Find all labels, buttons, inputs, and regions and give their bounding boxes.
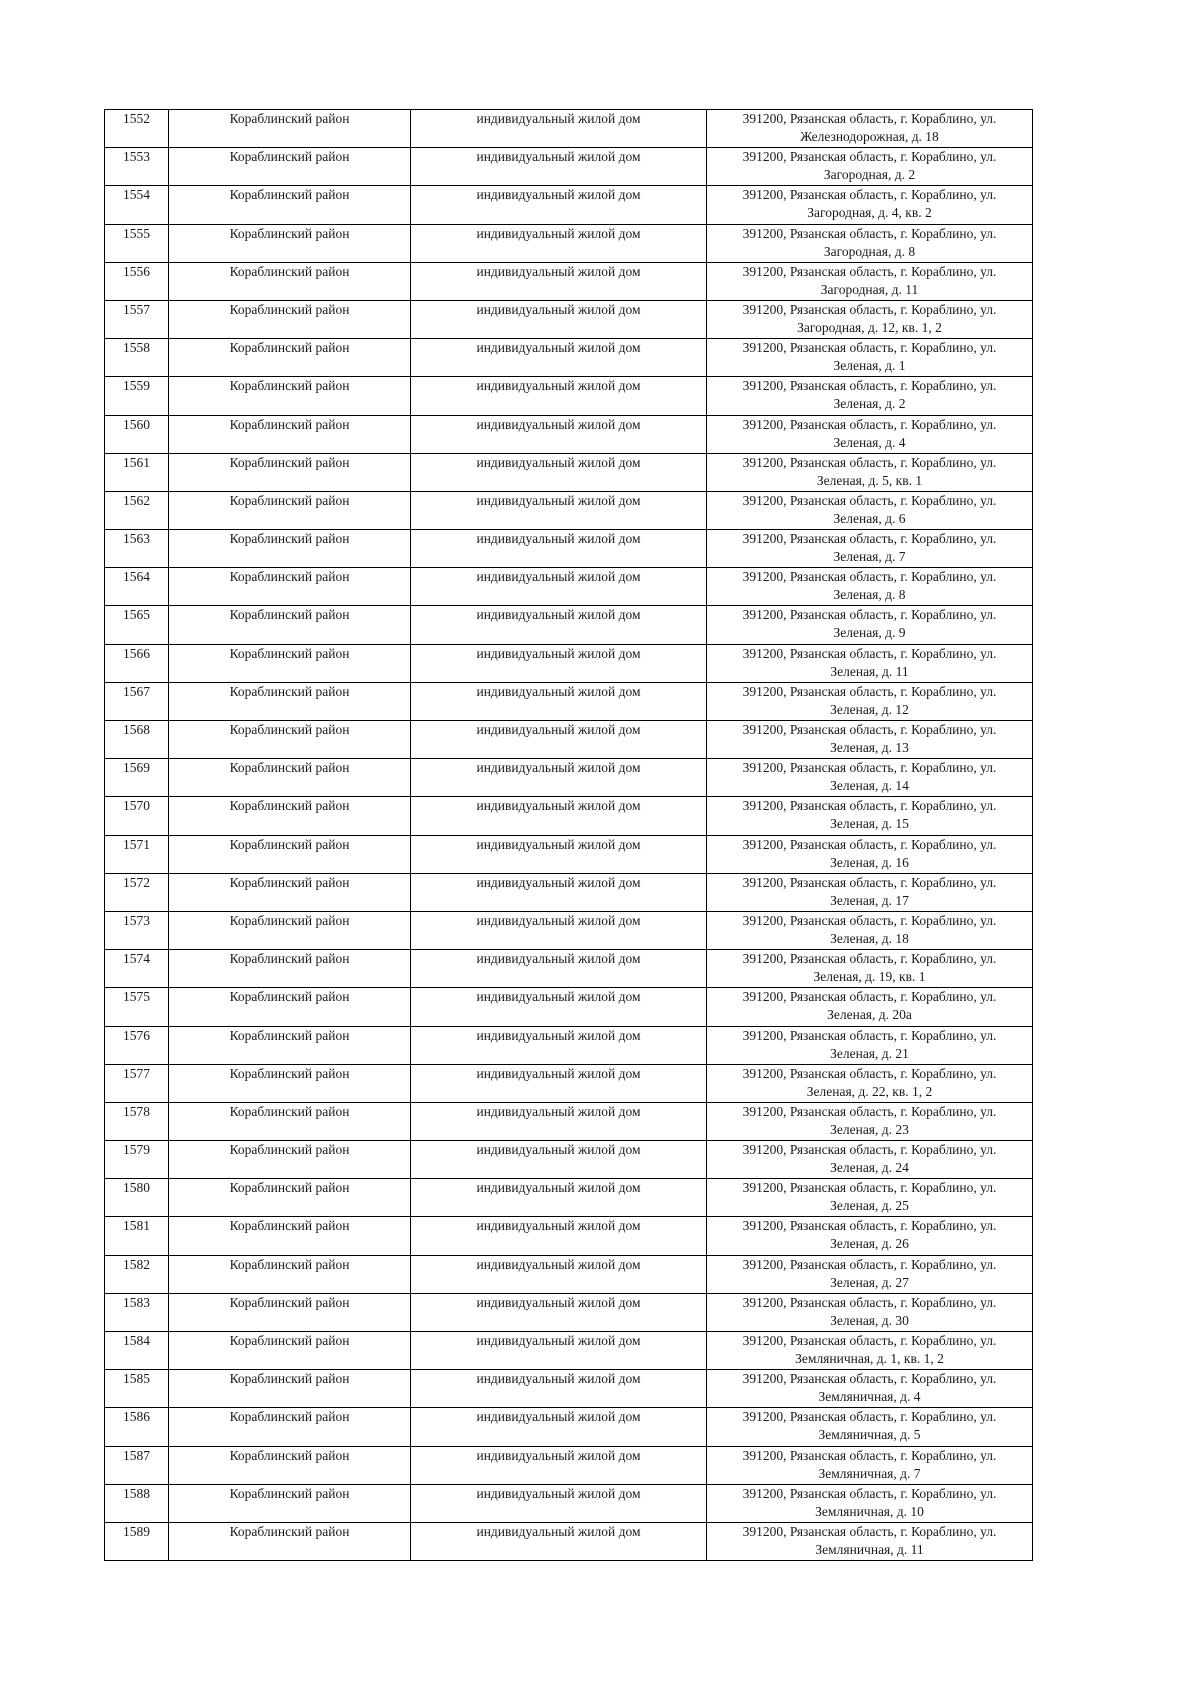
row-number-cell: 1553 — [105, 148, 169, 186]
address-line-2: Зеленая, д. 15 — [830, 816, 909, 832]
row-number-cell: 1585 — [105, 1370, 169, 1408]
address-line-2: Земляничная, д. 1, кв. 1, 2 — [795, 1351, 944, 1366]
district-cell: Кораблинский район — [169, 835, 411, 873]
table-row — [105, 530, 1033, 568]
row-number-cell: 1566 — [105, 644, 169, 682]
address-line-2: Зеленая, д. 16 — [830, 854, 909, 870]
row-number-cell: 1584 — [105, 1332, 169, 1370]
address-cell — [707, 682, 1033, 720]
object-type-cell: индивидуальный жилой дом — [411, 415, 707, 453]
address-line-1: 391200, Рязанская область, г. Кораблино, ул. — [742, 1447, 997, 1463]
address-cell — [707, 1370, 1033, 1408]
district-cell: Кораблинский район — [169, 300, 411, 338]
object-type-cell: индивидуальный жилой дом — [411, 759, 707, 797]
address-line-1: 391200, Рязанская область, г. Кораблино, ул. — [742, 187, 997, 203]
district-cell: Кораблинский район — [169, 873, 411, 911]
object-type-cell: индивидуальный жилой дом — [411, 606, 707, 644]
row-number-cell: 1565 — [105, 606, 169, 644]
table-row — [105, 911, 1033, 949]
object-type-cell: индивидуальный жилой дом — [411, 491, 707, 529]
district-cell: Кораблинский район — [169, 1179, 411, 1217]
address-line-2: Земляничная, д. 7 — [818, 1465, 921, 1481]
address-line-2: Зеленая, д. 17 — [830, 892, 909, 908]
table-row — [105, 1446, 1033, 1484]
address-line-2: Зеленая, д. 14 — [830, 778, 909, 794]
address-cell — [707, 606, 1033, 644]
address-line-1: 391200, Рязанская область, г. Кораблино, ул. — [742, 301, 997, 317]
address-cell — [707, 1255, 1033, 1293]
district-cell: Кораблинский район — [169, 415, 411, 453]
row-number-cell: 1557 — [105, 300, 169, 338]
address-line-2: Зеленая, д. 20а — [827, 1007, 912, 1023]
address-cell — [707, 1179, 1033, 1217]
object-type-cell: индивидуальный жилой дом — [411, 1446, 707, 1484]
address-line-2: Железнодорожная, д. 18 — [800, 129, 939, 144]
object-type-cell: индивидуальный жилой дом — [411, 148, 707, 186]
row-number-cell: 1564 — [105, 568, 169, 606]
object-type-cell: индивидуальный жилой дом — [411, 262, 707, 300]
table-row — [105, 491, 1033, 529]
address-cell — [707, 224, 1033, 262]
row-number-cell: 1589 — [105, 1522, 169, 1560]
row-number-cell: 1588 — [105, 1484, 169, 1522]
table-row — [105, 1141, 1033, 1179]
address-line-2: Загородная, д. 2 — [823, 167, 916, 183]
row-number-cell: 1567 — [105, 682, 169, 720]
address-line-1: 391200, Рязанская область, г. Кораблино, ул. — [742, 951, 997, 967]
row-number-cell: 1571 — [105, 835, 169, 873]
table-row — [105, 873, 1033, 911]
object-type-cell: индивидуальный жилой дом — [411, 1141, 707, 1179]
address-line-2: Зеленая, д. 13 — [830, 740, 909, 755]
address-cell — [707, 491, 1033, 529]
district-cell: Кораблинский район — [169, 644, 411, 682]
address-cell — [707, 873, 1033, 911]
address-cell — [707, 1484, 1033, 1522]
table-row — [105, 1255, 1033, 1293]
address-cell — [707, 950, 1033, 988]
district-cell: Кораблинский район — [169, 1141, 411, 1179]
address-line-2: Зеленая, д. 7 — [833, 549, 906, 565]
row-number-cell: 1581 — [105, 1217, 169, 1255]
district-cell: Кораблинский район — [169, 377, 411, 415]
address-cell — [707, 1293, 1033, 1331]
district-cell: Кораблинский район — [169, 950, 411, 988]
address-line-1: 391200, Рязанская область, г. Кораблино, ул. — [742, 1523, 997, 1539]
row-number-cell: 1586 — [105, 1408, 169, 1446]
address-cell — [707, 1332, 1033, 1370]
address-line-1: 391200, Рязанская область, г. Кораблино, ул. — [742, 645, 997, 661]
address-line-1: 391200, Рязанская область, г. Кораблино, ул. — [742, 607, 997, 623]
address-line-1: 391200, Рязанская область, г. Кораблино, ул. — [742, 722, 997, 737]
address-line-1: 391200, Рязанская область, г. Кораблино, ул. — [742, 683, 997, 699]
table-row — [105, 1217, 1033, 1255]
object-type-cell: индивидуальный жилой дом — [411, 530, 707, 568]
row-number-cell: 1569 — [105, 759, 169, 797]
table-row — [105, 186, 1033, 224]
row-number-cell: 1575 — [105, 988, 169, 1026]
address-cell — [707, 1026, 1033, 1064]
object-type-cell: индивидуальный жилой дом — [411, 988, 707, 1026]
address-cell — [707, 453, 1033, 491]
object-type-cell: индивидуальный жилой дом — [411, 1484, 707, 1522]
address-line-2: Зеленая, д. 5, кв. 1 — [816, 472, 923, 488]
table-row — [105, 606, 1033, 644]
address-line-1: 391200, Рязанская область, г. Кораблино, ул. — [742, 760, 997, 776]
row-number-cell: 1583 — [105, 1293, 169, 1331]
address-cell — [707, 1408, 1033, 1446]
address-line-1: 391200, Рязанская область, г. Кораблино, ул. — [742, 1142, 997, 1158]
object-type-cell: индивидуальный жилой дом — [411, 1522, 707, 1560]
address-cell — [707, 300, 1033, 338]
table-row — [105, 148, 1033, 186]
address-line-1: 391200, Рязанская область, г. Кораблино, ул. — [742, 111, 997, 126]
address-cell — [707, 797, 1033, 835]
row-number-cell: 1577 — [105, 1064, 169, 1102]
address-line-2: Земляничная, д. 5 — [818, 1427, 921, 1443]
district-cell: Кораблинский район — [169, 1332, 411, 1370]
row-number-cell: 1574 — [105, 950, 169, 988]
object-type-cell: индивидуальный жилой дом — [411, 1408, 707, 1446]
district-cell: Кораблинский район — [169, 1484, 411, 1522]
address-line-1: 391200, Рязанская область, г. Кораблино, ул. — [742, 1027, 997, 1043]
object-type-cell: индивидуальный жилой дом — [411, 835, 707, 873]
address-line-2: Зеленая, д. 12 — [830, 701, 909, 717]
address-cell — [707, 988, 1033, 1026]
address-cell — [707, 1141, 1033, 1179]
table-row — [105, 1026, 1033, 1064]
address-cell — [707, 721, 1033, 759]
address-line-1: 391200, Рязанская область, г. Кораблино, ул. — [742, 1294, 997, 1310]
address-line-2: Зеленая, д. 27 — [830, 1274, 909, 1290]
object-type-cell: индивидуальный жилой дом — [411, 911, 707, 949]
address-line-1: 391200, Рязанская область, г. Кораблино, ул. — [742, 1256, 997, 1272]
address-cell — [707, 530, 1033, 568]
table-row — [105, 797, 1033, 835]
row-number-cell: 1576 — [105, 1026, 169, 1064]
address-line-1: 391200, Рязанская область, г. Кораблино, ул. — [742, 1180, 997, 1196]
object-type-cell: индивидуальный жилой дом — [411, 224, 707, 262]
address-line-2: Загородная, д. 8 — [823, 243, 916, 259]
table-row — [105, 568, 1033, 606]
address-cell — [707, 339, 1033, 377]
address-cell — [707, 1064, 1033, 1102]
district-cell: Кораблинский район — [169, 1217, 411, 1255]
address-cell — [707, 415, 1033, 453]
row-number-cell: 1572 — [105, 873, 169, 911]
address-line-2: Зеленая, д. 1 — [833, 358, 906, 374]
object-type-cell: индивидуальный жилой дом — [411, 873, 707, 911]
object-type-cell: индивидуальный жилой дом — [411, 1217, 707, 1255]
row-number-cell: 1555 — [105, 224, 169, 262]
address-line-1: 391200, Рязанская область, г. Кораблино, ул. — [742, 1065, 997, 1081]
row-number-cell: 1580 — [105, 1179, 169, 1217]
table-row — [105, 1064, 1033, 1102]
address-line-2: Зеленая, д. 25 — [830, 1198, 909, 1214]
object-type-cell: индивидуальный жилой дом — [411, 1064, 707, 1102]
district-cell: Кораблинский район — [169, 1522, 411, 1560]
address-cell — [707, 1522, 1033, 1560]
object-type-cell: индивидуальный жилой дом — [411, 568, 707, 606]
object-type-cell: индивидуальный жилой дом — [411, 721, 707, 759]
row-number-cell: 1579 — [105, 1141, 169, 1179]
object-type-cell: индивидуальный жилой дом — [411, 1255, 707, 1293]
district-cell: Кораблинский район — [169, 1255, 411, 1293]
district-cell: Кораблинский район — [169, 1026, 411, 1064]
district-cell: Кораблинский район — [169, 1446, 411, 1484]
district-cell: Кораблинский район — [169, 759, 411, 797]
address-line-1: 391200, Рязанская область, г. Кораблино, ул. — [742, 912, 997, 928]
object-type-cell: индивидуальный жилой дом — [411, 186, 707, 224]
row-number-cell: 1587 — [105, 1446, 169, 1484]
district-cell: Кораблинский район — [169, 453, 411, 491]
table-row — [105, 339, 1033, 377]
table-row — [105, 377, 1033, 415]
object-type-cell: индивидуальный жилой дом — [411, 1332, 707, 1370]
row-number-cell: 1561 — [105, 453, 169, 491]
object-type-cell: индивидуальный жилой дом — [411, 110, 707, 148]
district-cell: Кораблинский район — [169, 988, 411, 1026]
address-cell — [707, 1217, 1033, 1255]
table-row — [105, 1102, 1033, 1140]
address-line-1: 391200, Рязанская область, г. Кораблино, ул. — [742, 1103, 997, 1119]
district-cell: Кораблинский район — [169, 1102, 411, 1140]
address-line-1: 391200, Рязанская область, г. Кораблино, ул. — [742, 492, 997, 508]
address-line-1: 391200, Рязанская область, г. Кораблино, ул. — [742, 836, 997, 852]
object-type-cell: индивидуальный жилой дом — [411, 339, 707, 377]
table-row — [105, 950, 1033, 988]
address-line-2: Зеленая, д. 24 — [830, 1160, 909, 1176]
registry-table-body — [105, 110, 1033, 1561]
row-number-cell: 1582 — [105, 1255, 169, 1293]
address-line-2: Зеленая, д. 6 — [833, 510, 906, 526]
row-number-cell: 1559 — [105, 377, 169, 415]
address-cell — [707, 186, 1033, 224]
address-cell — [707, 1446, 1033, 1484]
address-line-2: Зеленая, д. 9 — [833, 625, 906, 641]
address-line-2: Зеленая, д. 2 — [833, 396, 906, 412]
address-line-1: 391200, Рязанская область, г. Кораблино, ул. — [742, 263, 997, 279]
row-number-cell: 1570 — [105, 797, 169, 835]
district-cell: Кораблинский район — [169, 1293, 411, 1331]
district-cell: Кораблинский район — [169, 186, 411, 224]
row-number-cell: 1578 — [105, 1102, 169, 1140]
address-line-2: Зеленая, д. 11 — [830, 663, 909, 679]
table-row — [105, 988, 1033, 1026]
address-line-2: Зеленая, д. 26 — [830, 1236, 909, 1252]
table-row — [105, 224, 1033, 262]
object-type-cell: индивидуальный жилой дом — [411, 1293, 707, 1331]
address-line-2: Загородная, д. 12, кв. 1, 2 — [797, 319, 942, 335]
table-row — [105, 759, 1033, 797]
table-row — [105, 453, 1033, 491]
address-line-2: Зеленая, д. 21 — [830, 1045, 909, 1061]
address-line-1: 391200, Рязанская область, г. Кораблино, ул. — [742, 1409, 997, 1425]
address-line-2: Земляничная, д. 4 — [818, 1389, 921, 1405]
address-line-1: 391200, Рязанская область, г. Кораблино, ул. — [742, 1371, 997, 1387]
address-line-2: Зеленая, д. 30 — [830, 1312, 909, 1328]
district-cell: Кораблинский район — [169, 530, 411, 568]
row-number-cell: 1554 — [105, 186, 169, 224]
table-row — [105, 721, 1033, 759]
row-number-cell: 1568 — [105, 721, 169, 759]
address-line-2: Зеленая, д. 4 — [833, 434, 906, 450]
object-type-cell: индивидуальный жилой дом — [411, 644, 707, 682]
address-line-1: 391200, Рязанская область, г. Кораблино, ул. — [742, 340, 997, 356]
address-line-2: Земляничная, д. 11 — [815, 1541, 924, 1557]
district-cell: Кораблинский район — [169, 491, 411, 529]
address-line-2: Зеленая, д. 8 — [833, 587, 906, 603]
table-row — [105, 415, 1033, 453]
address-line-1: 391200, Рязанская область, г. Кораблино, ул. — [742, 378, 997, 394]
address-line-2: Зеленая, д. 23 — [830, 1121, 909, 1137]
object-type-cell: индивидуальный жилой дом — [411, 1026, 707, 1064]
row-number-cell: 1560 — [105, 415, 169, 453]
object-type-cell: индивидуальный жилой дом — [411, 300, 707, 338]
table-row — [105, 1370, 1033, 1408]
address-line-2: Загородная, д. 4, кв. 2 — [807, 205, 932, 221]
address-line-1: 391200, Рязанская область, г. Кораблино, ул. — [742, 1485, 997, 1501]
address-line-1: 391200, Рязанская область, г. Кораблино, ул. — [742, 416, 997, 432]
address-line-1: 391200, Рязанская область, г. Кораблино, ул. — [742, 454, 997, 470]
address-cell — [707, 262, 1033, 300]
object-type-cell: индивидуальный жилой дом — [411, 950, 707, 988]
address-line-1: 391200, Рязанская область, г. Кораблино, ул. — [742, 989, 997, 1005]
object-type-cell: индивидуальный жилой дом — [411, 1370, 707, 1408]
address-cell — [707, 377, 1033, 415]
address-line-1: 391200, Рязанская область, г. Кораблино, ул. — [742, 531, 997, 547]
address-line-2: Зеленая, д. 19, кв. 1 — [813, 969, 926, 985]
address-line-2: Земляничная, д. 10 — [815, 1503, 924, 1519]
object-type-cell: индивидуальный жилой дом — [411, 1179, 707, 1217]
address-line-1: 391200, Рязанская область, г. Кораблино, ул. — [742, 1218, 997, 1234]
registry-table — [104, 109, 1033, 1561]
address-cell — [707, 759, 1033, 797]
row-number-cell: 1573 — [105, 911, 169, 949]
object-type-cell: индивидуальный жилой дом — [411, 377, 707, 415]
district-cell: Кораблинский район — [169, 721, 411, 759]
district-cell: Кораблинский район — [169, 797, 411, 835]
address-line-2: Загородная, д. 11 — [820, 281, 919, 297]
table-row — [105, 1332, 1033, 1370]
district-cell: Кораблинский район — [169, 1408, 411, 1446]
district-cell: Кораблинский район — [169, 148, 411, 186]
address-cell — [707, 568, 1033, 606]
address-cell — [707, 835, 1033, 873]
address-line-1: 391200, Рязанская область, г. Кораблино, ул. — [742, 798, 997, 814]
district-cell: Кораблинский район — [169, 224, 411, 262]
district-cell: Кораблинский район — [169, 262, 411, 300]
table-row — [105, 300, 1033, 338]
district-cell: Кораблинский район — [169, 682, 411, 720]
row-number-cell: 1558 — [105, 339, 169, 377]
table-row — [105, 835, 1033, 873]
address-cell — [707, 148, 1033, 186]
district-cell: Кораблинский район — [169, 568, 411, 606]
row-number-cell: 1563 — [105, 530, 169, 568]
object-type-cell: индивидуальный жилой дом — [411, 682, 707, 720]
table-row — [105, 1522, 1033, 1560]
object-type-cell: индивидуальный жилой дом — [411, 797, 707, 835]
table-row — [105, 1293, 1033, 1331]
district-cell: Кораблинский район — [169, 110, 411, 148]
object-type-cell: индивидуальный жилой дом — [411, 1102, 707, 1140]
district-cell: Кораблинский район — [169, 1370, 411, 1408]
table-row — [105, 1408, 1033, 1446]
district-cell: Кораблинский район — [169, 1064, 411, 1102]
table-row — [105, 262, 1033, 300]
row-number-cell: 1556 — [105, 262, 169, 300]
row-number-cell: 1562 — [105, 491, 169, 529]
address-line-2: Зеленая, д. 22, кв. 1, 2 — [806, 1083, 933, 1099]
district-cell: Кораблинский район — [169, 606, 411, 644]
address-cell — [707, 911, 1033, 949]
address-cell — [707, 644, 1033, 682]
row-number-cell: 1552 — [105, 110, 169, 148]
address-line-1: 391200, Рязанская область, г. Кораблино, ул. — [742, 149, 997, 165]
address-line-1: 391200, Рязанская область, г. Кораблино, ул. — [742, 569, 997, 585]
table-row — [105, 1179, 1033, 1217]
table-row — [105, 1484, 1033, 1522]
address-cell — [707, 110, 1033, 148]
address-cell — [707, 1102, 1033, 1140]
object-type-cell: индивидуальный жилой дом — [411, 453, 707, 491]
address-line-1: 391200, Рязанская область, г. Кораблино, ул. — [742, 225, 997, 241]
table-row — [105, 682, 1033, 720]
address-line-2: Зеленая, д. 18 — [830, 930, 909, 946]
address-line-1: 391200, Рязанская область, г. Кораблино, ул. — [742, 874, 997, 890]
district-cell: Кораблинский район — [169, 339, 411, 377]
table-row — [105, 644, 1033, 682]
district-cell: Кораблинский район — [169, 911, 411, 949]
table-row — [105, 110, 1033, 148]
address-line-1: 391200, Рязанская область, г. Кораблино, ул. — [742, 1333, 997, 1348]
